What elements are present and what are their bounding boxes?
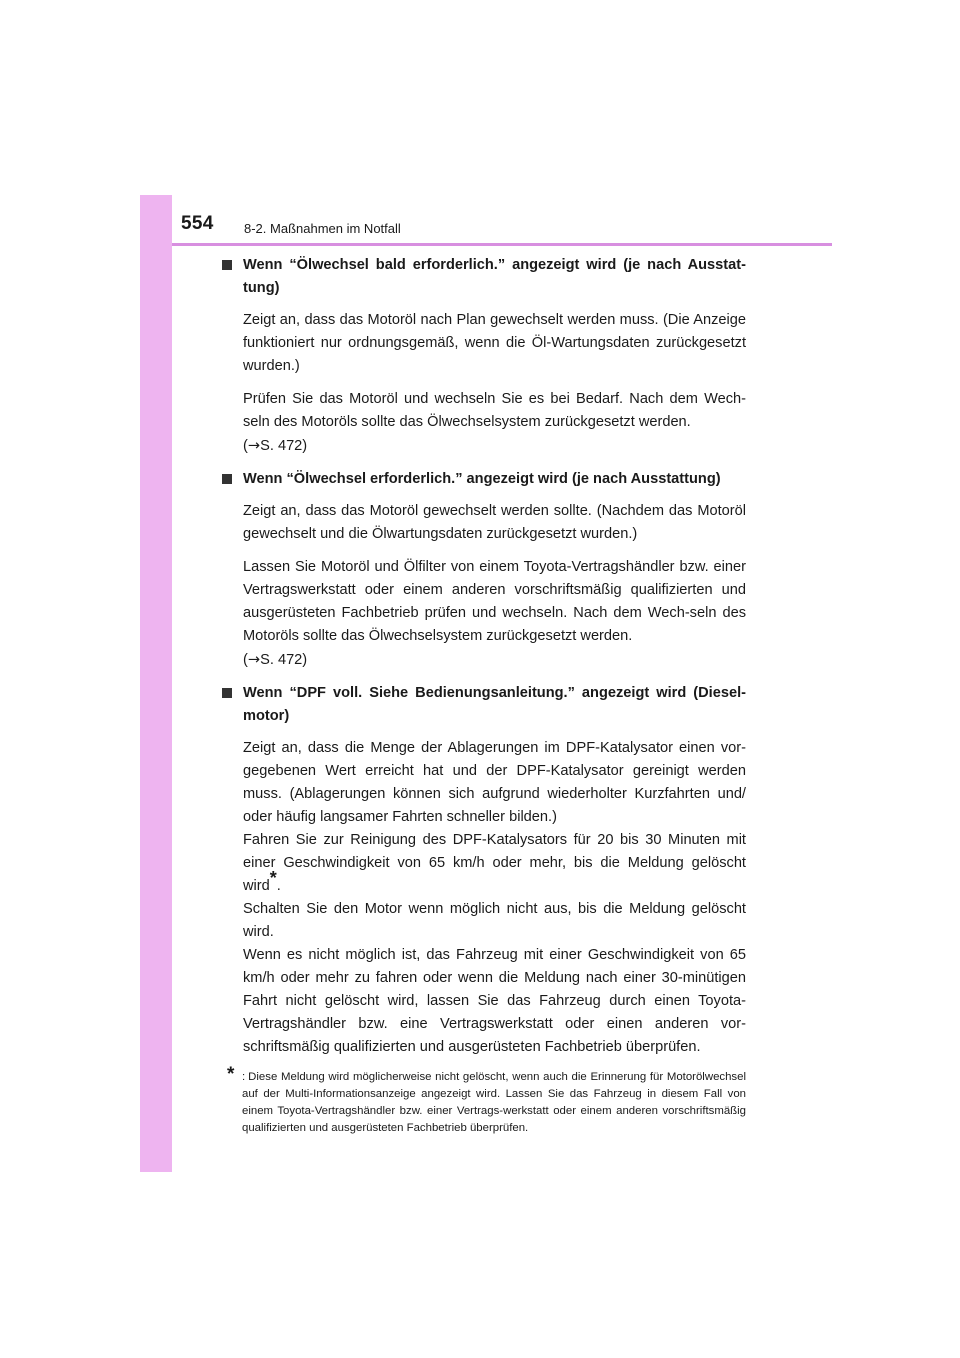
footnote [222, 1064, 746, 1137]
square-bullet-icon [222, 688, 232, 698]
header-divider [172, 243, 832, 246]
footnote-colon: : [242, 1071, 246, 1083]
section-heading-oil-change-soon [222, 254, 746, 300]
heading-text: Wenn “DPF voll. Siehe Bedienungsanleitung.” angezeigt wird (Diesel-motor) [243, 685, 746, 724]
paragraph-period: . [276, 878, 281, 894]
heading-text: Wenn “Ölwechsel erforderlich.” angezeigt wird (je nach Ausstattung) [243, 471, 721, 487]
paragraph: Schalten Sie den Motor wenn möglich nicht aus, bis die Meldung gelöscht wird. [243, 901, 746, 940]
ref-page: S. 472) [260, 438, 308, 454]
paragraph: Zeigt an, dass das Motoröl gewechselt werden sollte. (Nachdem das Motoröl gewechselt und die Ölwartungsdaten zurückgesetzt wurden.) [243, 503, 746, 542]
paragraph: Zeigt an, dass die Menge der Ablagerungen im DPF-Katalysator einen vor-gegebenen Wert erreicht hat und der DPF-Katalysator gereinigt werden muss. (Ablagerungen können sich aufgrund wiederholter Kurzfahrten und/ oder häufig langsamer Fahrten schneller bilden.) [243, 740, 746, 825]
page-number: 554 [181, 213, 214, 234]
arrow-right-icon: → [247, 651, 261, 668]
section-heading-oil-change-required [222, 468, 746, 491]
page-reference [243, 652, 307, 668]
ref-page: S. 472) [260, 652, 308, 668]
paragraph [222, 388, 746, 458]
paragraph-text: Lassen Sie Motoröl und Ölfilter von einem Toyota-Vertragshändler bzw. einer Vertragswerkstatt oder einem anderen vorschriftsmäßig qualifizierten und ausgerüsteten Fachbetrieb prüfen und wechseln. Nach dem Wech-seln des Motoröls sollte das Ölwechselsystem zurückgesetzt werden. [243, 559, 746, 644]
chapter-side-tab [140, 195, 172, 1172]
square-bullet-icon [222, 260, 232, 270]
footnote-asterisk: * [269, 868, 277, 889]
arrow-right-icon: → [247, 437, 261, 454]
paragraph: Wenn es nicht möglich ist, das Fahrzeug mit einer Geschwindigkeit von 65 km/h oder mehr zu fahren oder wenn die Meldung nach einer 30-minütigen Fahrt nicht gelöscht wird, lassen Sie das Fahrzeug durch einen Toyota-Vertragshändler bzw. eine Vertragswerkstatt oder einen anderen vor-schriftsmäßig qualifizierten und ausgerüsteten Fachbetrieb überprüfen. [243, 947, 746, 1055]
heading-text: Wenn “Ölwechsel bald erforderlich.” angezeigt wird (je nach Ausstat-tung) [243, 257, 746, 296]
paragraph-text: Prüfen Sie das Motoröl und wechseln Sie es bei Bedarf. Nach dem Wech-seln des Motoröls sollte das Ölwechselsystem zurückgesetzt werden. [243, 391, 746, 430]
square-bullet-icon [222, 474, 232, 484]
paragraph [222, 556, 746, 672]
page-content [222, 254, 746, 1137]
section-title: 8-2. Maßnahmen im Notfall [244, 221, 401, 236]
page-reference [243, 438, 307, 454]
paragraph-text: Fahren Sie zur Reinigung des DPF-Katalysators für 20 bis 30 Minuten mit einer Geschwindigkeit von 65 km/h oder mehr, bis die Meldung gelöscht wird [243, 832, 746, 894]
paragraph [222, 829, 746, 898]
ref-paren: ( [243, 652, 248, 668]
ref-paren: ( [243, 438, 248, 454]
footnote-asterisk: * [227, 1064, 235, 1085]
footnote-text: Diese Meldung wird möglicherweise nicht gelöscht, wenn auch die Erinnerung für Motorölwechsel auf der Multi-Informationsanzeige angezeigt wird. Lassen Sie das Fahrzeug in diesem Fall von einem Toyota-Vertragshändler bzw. einer Vertrags-werkstatt oder einem anderen vorschriftsmäßig qualifizierten und ausgerüsteten Fachbetrieb überprüfen. [242, 1071, 746, 1134]
section-heading-dpf-full [222, 682, 746, 728]
paragraph: Zeigt an, dass das Motoröl nach Plan gewechselt werden muss. (Die Anzeige funktioniert nur ordnungsgemäß, wenn die Öl-Wartungsdaten zurückgesetzt wurden.) [243, 312, 746, 374]
